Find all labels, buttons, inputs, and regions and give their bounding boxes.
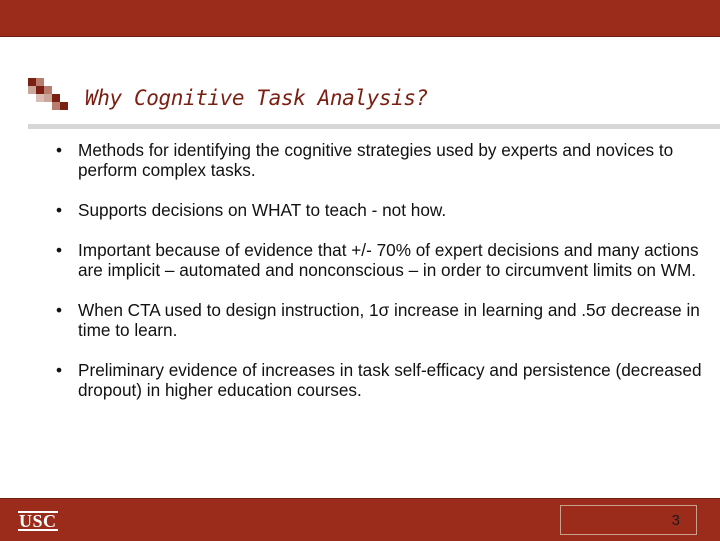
bullet-item [56, 360, 706, 400]
squares-logo-icon [28, 78, 68, 114]
top-banner [0, 0, 720, 37]
bottom-banner [0, 498, 720, 541]
slide-title: Why Cognitive Task Analysis? [85, 86, 428, 110]
bullet-text: Supports decisions on WHAT to teach - not how. [78, 200, 447, 220]
bullet-list [56, 140, 706, 420]
page-number: 3 [671, 512, 680, 529]
bullet-text: Important because of evidence that +/- 70% of expert decisions and many actions are implicit – automated and nonconscious – in order to circumvent limits on WM. [78, 240, 699, 280]
bullet-dot: • [56, 240, 63, 260]
bullet-item [56, 240, 706, 280]
title-block [28, 76, 720, 132]
usc-logo: USC [19, 511, 57, 531]
bullet-text: When CTA used to design instruction, 1σ increase in learning and .5σ decrease in time to learn. [78, 300, 700, 340]
bullet-item [56, 300, 706, 340]
bullet-dot: • [56, 140, 63, 160]
bullet-dot: • [56, 300, 63, 320]
bullet-text: Preliminary evidence of increases in task self-efficacy and persistence (decreased dropout) in higher education courses. [78, 360, 702, 400]
bullet-text: Methods for identifying the cognitive strategies used by experts and novices to perform complex tasks. [78, 140, 674, 180]
page-number-box [560, 505, 697, 535]
bullet-dot: • [56, 200, 63, 220]
title-underline [28, 124, 720, 129]
bullet-dot: • [56, 360, 63, 380]
bullet-item [56, 200, 706, 220]
bullet-item [56, 140, 706, 180]
